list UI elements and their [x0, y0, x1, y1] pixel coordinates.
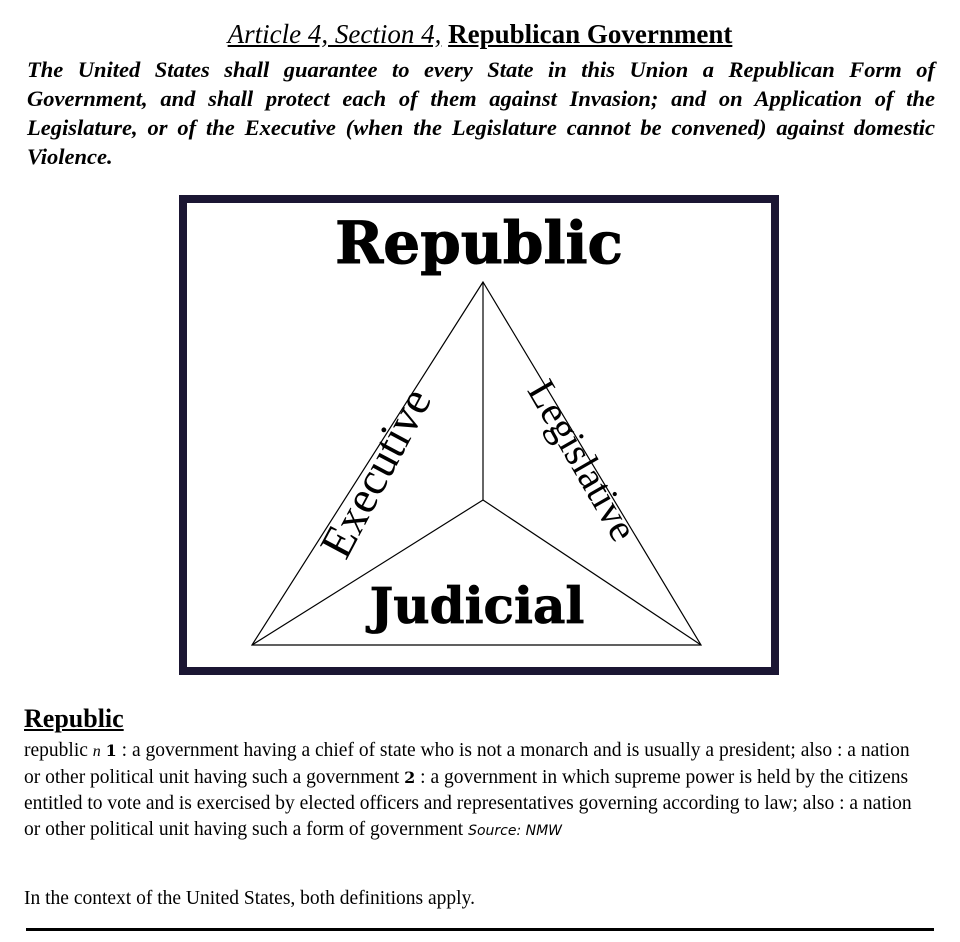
executive-label: Executive	[309, 379, 442, 566]
sense-2-text: : a government in which supreme power is held by the citizens entitled to vote and is exercised by elected officers and representatives governing according to law; also : a nation or other political unit having such a form of government	[24, 767, 912, 840]
definition-body	[24, 738, 924, 844]
definition-source: Source: NMW	[468, 823, 563, 839]
republic-label: Republic	[335, 209, 623, 277]
judicial-label: Judicial	[369, 576, 585, 635]
part-of-speech: n	[92, 743, 101, 760]
constitution-quote: The United States shall guarantee to every State in this Union a Republican Form of Government, and shall protect each of them against Invasion; and on Application of the Legislature, or of the Executive (when the Legislature cannot be convened) against domestic Violence.	[27, 57, 935, 169]
legislative-label: Legislative	[518, 372, 647, 549]
definition-heading: Republic	[24, 704, 124, 733]
bottom-rule	[26, 928, 934, 931]
government-diagram	[179, 195, 779, 675]
page-heading	[0, 18, 960, 50]
sense-1-number: 1	[105, 741, 117, 760]
context-note: In the context of the United States, both definitions apply.	[24, 888, 475, 909]
sense-1-text: : a government having a chief of state who is not a monarch and is usually a president; also : a nation or other political unit having such a government	[24, 740, 910, 788]
sense-2-number: 2	[404, 768, 416, 787]
definition-word: republic	[24, 740, 88, 761]
article-reference: Article 4, Section 4,	[227, 19, 442, 49]
page-title: Republican Government	[448, 19, 733, 49]
